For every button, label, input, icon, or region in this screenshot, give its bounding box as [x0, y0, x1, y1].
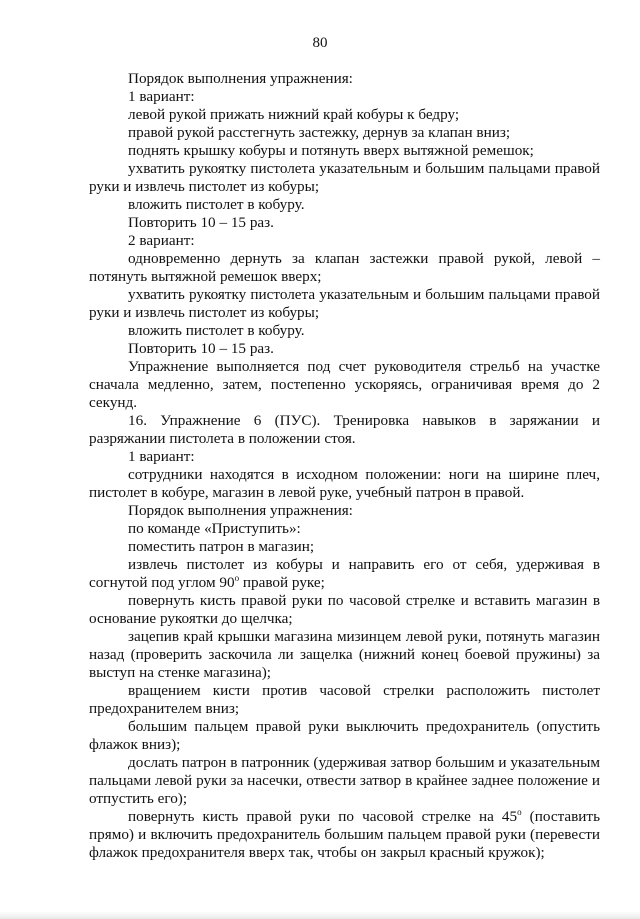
paragraph: Повторить 10 – 15 раз.: [128, 214, 274, 231]
paragraph: Порядок выполнения упражнения:: [128, 502, 353, 519]
paragraph: Упражнение выполняется под счет руководителя стрельб на участке сначала медленно, затем, постепенно ускоряясь, ограничивая время до 2 секунд.: [89, 358, 600, 411]
paragraph-angle-45: [89, 808, 600, 862]
paragraph: вложить пистолет в кобуру.: [128, 196, 305, 213]
degree-superscript: о: [234, 572, 240, 583]
paragraph-tail: (поставить прямо) и включить предохранитель большим пальцем правой руки (перевести флажок предохранителя вверх так, чтобы он закрыл красный кружок);: [89, 808, 600, 861]
scan-bottom-edge: [0, 911, 640, 919]
paragraph: по команде «Приступить»:: [128, 520, 301, 537]
paragraph: левой рукой прижать нижний край кобуры к бедру;: [128, 106, 460, 123]
paragraph: Повторить 10 – 15 раз.: [128, 340, 274, 357]
paragraph: зацепив край крышки магазина мизинцем левой руки, потянуть магазин назад (проверить заскочила ли защелка (нижний конец боевой пружины) за выступ на стенке магазина);: [89, 628, 600, 681]
paragraph: ухватить рукоятку пистолета указательным и большим пальцами правой руки и извлечь пистолет из кобуры;: [89, 160, 600, 195]
paragraph-angle-90: [89, 556, 600, 592]
paragraph: Порядок выполнения упражнения:: [128, 70, 353, 87]
page-number: 80: [312, 35, 328, 51]
degree-superscript: о: [517, 806, 522, 817]
paragraph: сотрудники находятся в исходном положении: ноги на ширине плеч, пистолет в кобуре, магазин в левой руке, учебный патрон в правой.: [89, 466, 600, 501]
paragraph: правой рукой расстегнуть застежку, дернув за клапан вниз;: [128, 124, 511, 141]
paragraph: ухватить рукоятку пистолета указательным и большим пальцами правой руки и извлечь пистолет из кобуры;: [89, 286, 600, 321]
paragraph: 2 вариант:: [128, 232, 195, 249]
paragraph: одновременно дернуть за клапан застежки правой рукой, левой – потянуть вытяжной ремешок вверх;: [89, 250, 600, 285]
paragraph-text: извлечь пистолет из кобуры и направить его от себя, удерживая в согнутой под углом 90: [89, 556, 600, 591]
paragraph: 16. Упражнение 6 (ПУС). Тренировка навыков в заряжании и разряжании пистолета в положении стоя.: [89, 412, 600, 447]
paragraph: 1 вариант:: [128, 88, 195, 105]
paragraph-text: повернуть кисть правой руки по часовой стрелке на 45: [128, 808, 518, 825]
paragraph: поднять крышку кобуры и потянуть вверх вытяжной ремешок;: [128, 142, 534, 159]
paragraph: большим пальцем правой руки выключить предохранитель (опустить флажок вниз);: [89, 718, 600, 753]
paragraph: вложить пистолет в кобуру.: [128, 322, 305, 339]
paragraph: повернуть кисть правой руки по часовой стрелке и вставить магазин в основание рукоятки до щелчка;: [89, 592, 600, 627]
body-text: [89, 70, 600, 862]
paragraph: вращением кисти против часовой стрелки расположить пистолет предохранителем вниз;: [89, 682, 600, 717]
paragraph: поместить патрон в магазин;: [128, 538, 315, 555]
paragraph-tail: правой руке;: [239, 574, 325, 591]
paragraph: 1 вариант:: [128, 448, 195, 465]
paragraph: дослать патрон в патронник (удерживая затвор большим и указательным пальцами левой руки за насечки, отвести затвор в крайнее заднее положение и отпустить его);: [89, 754, 600, 807]
